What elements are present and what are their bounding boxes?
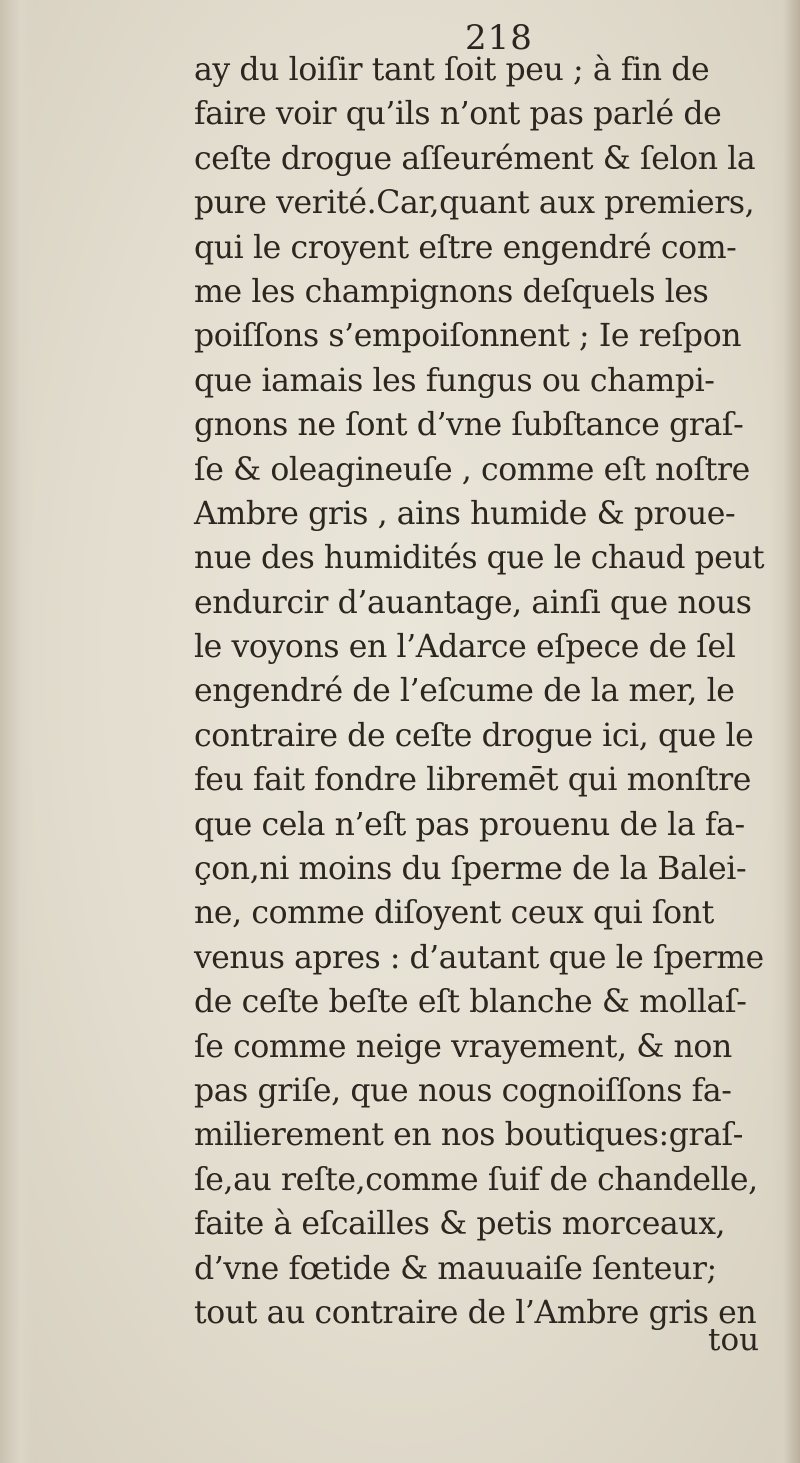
text-line: milierement en nos boutiques:graſ- — [194, 1117, 744, 1154]
text-line: de ceſte beſte eſt blanche & mollaſ- — [194, 984, 747, 1021]
page-number: 218 — [465, 18, 533, 58]
text-line: ceſte drogue aſſeurément & ſelon la — [194, 140, 756, 177]
text-line: me les champignons deſquels les — [194, 273, 709, 310]
text-line: çon,ni moins du ſperme de la Balei- — [194, 851, 747, 888]
text-line: contraire de ceſte drogue ici, que le — [194, 717, 754, 754]
text-line: le voyons en l’Adarce eſpece de ſel — [194, 629, 736, 666]
text-line: ne, comme diſoyent ceux qui ſont — [194, 895, 714, 932]
text-line: pas griſe, que nous cognoiſſons fa- — [194, 1072, 732, 1109]
text-line: que iamais les fungus ou champi- — [194, 362, 715, 399]
text-line: faite à eſcailles & petis morceaux, — [194, 1206, 726, 1243]
text-line: d’vne fœtide & mauuaiſe ſenteur; — [194, 1250, 717, 1287]
text-line: engendré de l’eſcume de la mer, le — [194, 673, 735, 710]
text-line: faire voir qu’ils n’ont pas parlé de — [194, 96, 722, 133]
text-line: ay du loiſir tant ſoit peu ; à fin de — [194, 52, 710, 88]
text-line: poiſſons s’empoiſonnent ; Ie reſpon — [194, 318, 742, 355]
text-line: ſe comme neige vrayement, & non — [194, 1028, 732, 1065]
text-line: endurcir d’auantage, ainſi que nous — [194, 584, 752, 621]
text-line: Ambre gris , ains humide & proue- — [194, 495, 736, 532]
text-line: gnons ne ſont d’vne ſubſtance graſ- — [194, 407, 744, 444]
text-line: que cela n’eſt pas prouenu de la fa- — [194, 806, 745, 843]
text-line: nue des humidités que le chaud peut — [194, 540, 765, 577]
page-left-edge — [0, 0, 34, 1463]
text-line: tout au contraire de l’Ambre gris en — [194, 1294, 757, 1331]
text-line: feu fait fondre libremēt qui monſtre — [194, 762, 752, 799]
page-right-edge — [770, 0, 800, 1463]
text-line: ſe & oleagineuſe , comme eſt noſtre — [194, 451, 750, 488]
text-line: pure verité.Car,quant aux premiers, — [194, 185, 755, 222]
text-line: qui le croyent eſtre engendré com- — [194, 229, 737, 266]
body-text — [194, 48, 764, 1335]
text-line: ſe,au reſte,comme ſuif de chandelle, — [194, 1161, 758, 1198]
text-line: venus apres : d’autant que le ſperme — [194, 939, 764, 976]
catchword: tou — [708, 1322, 760, 1358]
